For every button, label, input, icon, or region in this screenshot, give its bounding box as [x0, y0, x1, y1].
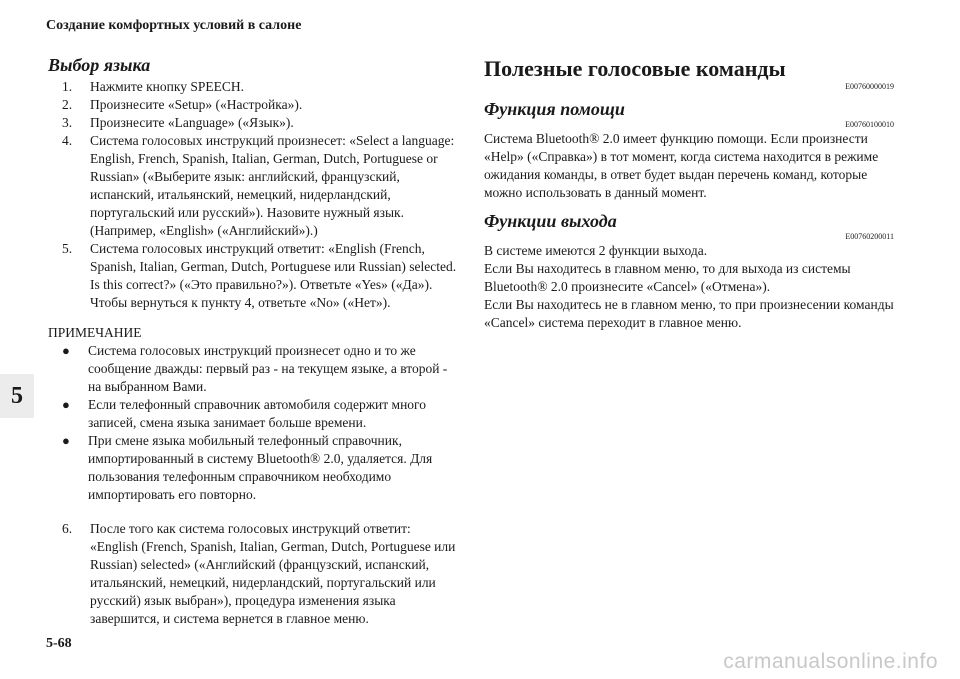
list-item: 5. Система голосовых инструкций ответит: «English (French, Spanish, Italian, German, Dutch, Portuguese или Russian) selected. Is this correct?» («Это правильно?»). Ответьте «Yes» («Да»). Чтобы вернуться к пункту 4, ответьте «No» («Нет»).	[62, 241, 457, 310]
page-number: 5-68	[46, 636, 72, 651]
left-column	[48, 54, 458, 628]
list-item: 2. Произнесите «Setup» («Настройка»).	[62, 97, 303, 112]
exit-paragraph-3: Если Вы находитесь не в главном меню, то при произнесении команды «Cancel» система переходит в главное меню.	[484, 297, 894, 330]
list-item: 4. Система голосовых инструкций произнесет: «Select a language: English, French, Spanish, Italian, German, Dutch, Portuguese or Russian» («Выберите язык: английский, французский, испанский, итальянский, немецкий, нидерландский, португальский или русский»). Назовите нужный язык. (Например, «English» («Английский»).)	[62, 133, 455, 238]
bullet-icon: ●	[62, 397, 70, 412]
list-item: 6. После того как система голосовых инструкций ответит: «English (French, Spanish, Italian, German, Dutch, Portuguese или Russian) selected» («Английский (французский, испанский, итальянский, немецкий, нидерландский, португальский или русский) язык выбран»), процедура изменения языка завершится, и система вернется в главное меню.	[62, 521, 456, 626]
section-title-exit: Функции выхода	[484, 211, 617, 231]
exit-paragraph-1: В системе имеются 2 функции выхода.	[484, 243, 708, 258]
chapter-tab: 5	[0, 374, 34, 418]
right-column	[484, 56, 894, 332]
bullet-icon: ●	[62, 433, 70, 448]
steps-list	[48, 78, 458, 312]
page-title: Полезные голосовые команды	[484, 56, 786, 81]
watermark: carmanualsonline.info	[723, 650, 938, 673]
list-item: ● При смене языка мобильный телефонный справочник, импортированный в систему Bluetooth® 2.0, удаляется. Для пользования телефонным справочником необходимо импортировать его повторно.	[48, 432, 458, 504]
section-code: E00760200011	[845, 232, 894, 241]
section-title-help: Функция помощи	[484, 99, 625, 119]
section-code: E00760100010	[845, 120, 894, 129]
list-item: ● Система голосовых инструкций произнесет одно и то же сообщение дважды: первый раз - на текущем языке, а второй - на выбранном Вами.	[48, 342, 458, 396]
page-header: Создание комфортных условий в салоне	[46, 18, 302, 33]
list-item: 1. Нажмите кнопку SPEECH.	[62, 79, 244, 94]
step-6-list	[48, 520, 458, 628]
note-bullets	[48, 342, 458, 504]
bullet-icon: ●	[62, 343, 70, 358]
list-item: 3. Произнесите «Language» («Язык»).	[62, 115, 294, 130]
help-paragraph: Система Bluetooth® 2.0 имеет функцию помощи. Если произнести «Help» («Справка») в тот момент, когда система находится в режиме ожидания команды, в ответ будет выдан перечень команд, которые можно использовать в данный момент.	[484, 131, 879, 200]
exit-paragraph-2: Если Вы находитесь в главном меню, то для выхода из системы Bluetooth® 2.0 произнесите «Cancel» («Отмена»).	[484, 261, 851, 294]
list-item: ● Если телефонный справочник автомобиля содержит много записей, смена языка занимает больше времени.	[48, 396, 458, 432]
section-code: E00760000019	[845, 82, 894, 91]
note-label: ПРИМЕЧАНИЕ	[48, 325, 142, 340]
section-title-language: Выбор языка	[48, 55, 151, 75]
